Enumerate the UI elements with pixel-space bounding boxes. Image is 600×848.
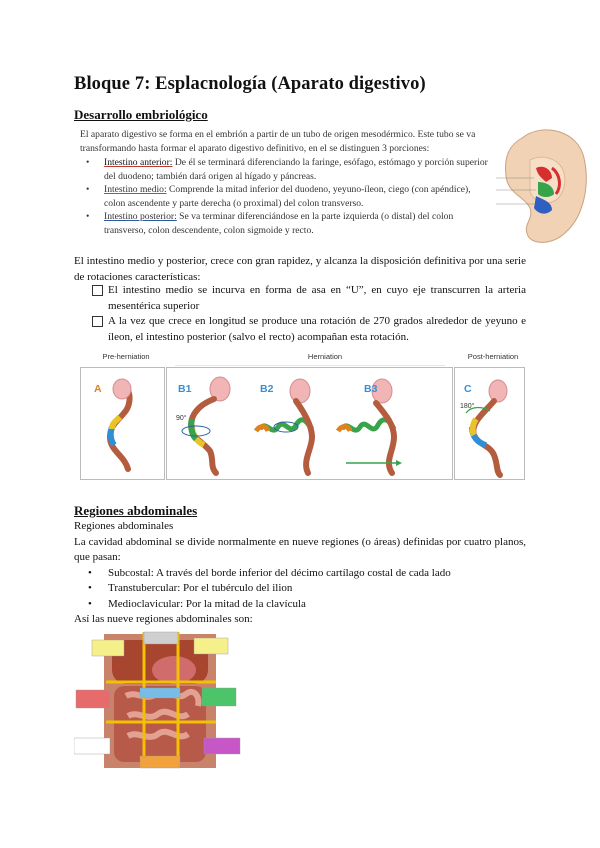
rotation-figure <box>80 353 526 483</box>
rotation-stages-svg <box>80 365 526 483</box>
angle-label-180: 180° <box>460 403 475 410</box>
regions-text <box>74 519 526 628</box>
angle-label-90: 90° <box>176 415 187 422</box>
figure-header-post: Post-herniation <box>467 352 519 361</box>
intro-text: El aparato digestivo se forma en el embrión a partir de un tubo de origen mesodérmico. Este tubo se va transformando hasta formar el aparato digestivo definitivo, en el se distinguen 3 porciones: <box>80 129 476 154</box>
page-title: Bloque 7: Esplacnología (Aparato digestivo) <box>74 74 426 94</box>
stage-label-b1: B1 <box>178 383 192 395</box>
term-midgut: Intestino medio: <box>104 184 167 195</box>
midgut-description: Comprende la mitad inferior del duodeno, yeyuno-íleon, ciego (con apéndice), colon ascendente y parte derecha (o proximal) del colon transverso. <box>104 184 471 209</box>
rotation-item-text: El intestino medio se incurva en forma de asa en “U”, en cuyo eje transcurren la arteria mesentérica superior <box>108 284 526 312</box>
figure-header-herniation: Herniation <box>307 352 343 361</box>
list-item: • Medioclavicular: Por la mitad de la clavícula <box>88 597 306 610</box>
abdominal-regions-illustration <box>74 630 248 770</box>
figure-header-pre: Pre-herniation <box>102 352 150 361</box>
plane-text: Subcostal: A través del borde inferior del décimo cartílago costal de cada lado <box>108 566 451 579</box>
checkbox-bullet-icon <box>92 285 103 296</box>
stage-label-b2: B2 <box>260 383 274 395</box>
list-item <box>92 283 526 314</box>
embryo-illustration <box>494 124 590 248</box>
regions-subheading: Regiones abdominales <box>74 520 174 532</box>
planes-list <box>74 566 526 613</box>
stage-label-c: C <box>464 383 472 395</box>
list-item <box>92 314 526 345</box>
checkbox-bullet-icon <box>92 316 103 327</box>
list-item: • Transtubercular: Por el tubérculo del ilion <box>88 582 293 594</box>
foregut-description: De él se terminará diferenciando la faringe, esófago, estómago y porción superior del duodeno; también dará origen al hígado y páncreas. <box>104 157 488 182</box>
list-item: • Intestino anterior: De él se terminará diferenciando la faringe, esófago, estómago y porción superior del duodeno; también dará origen al hígado y páncreas. <box>86 157 488 182</box>
plane-text: Medioclavicular: Por la mitad de la clavícula <box>108 597 306 610</box>
stage-label-a: A <box>94 383 102 395</box>
term-foregut: Intestino anterior: <box>104 157 173 168</box>
list-item: • Subcostal: A través del borde inferior del décimo cartílago costal de cada lado <box>88 566 451 579</box>
gut-portions-list <box>80 156 489 237</box>
hindgut-description: Se va terminar diferenciándose en la parte izquierda (o distal) del colon transverso, colon descendente, colon sigmoide y recto. <box>104 211 454 236</box>
section-heading-regions: Regiones abdominales <box>74 503 198 518</box>
rotation-paragraph: El intestino medio y posterior, crece con gran rapidez, y alcanza la disposición definitiva por una serie de rotaciones características: <box>74 255 526 283</box>
plane-text: Transtubercular: Por el tubérculo del ilion <box>108 582 293 594</box>
stage-label-b3: B3 <box>364 383 378 395</box>
regions-closing: Así las nueve regiones abdominales son: <box>74 613 253 625</box>
regions-paragraph: La cavidad abdominal se divide normalmente en nueve regiones (o áreas) definidas por cuatro planos, que pasan: <box>74 535 526 563</box>
list-item: • Intestino medio: Comprende la mitad inferior del duodeno, yeyuno-íleon, ciego (con apéndice), colon ascendente y parte derecha (o proximal) del colon transverso. <box>86 184 471 209</box>
rotation-item-text: A la vez que crece en longitud se produce una rotación de 270 grados alrededor de yeyuno e íleon, el intestino posterior (salvo el recto) acompañan esta rotación. <box>108 315 526 343</box>
section-heading-embryology: Desarrollo embriológico <box>74 107 208 122</box>
rotation-list <box>92 283 526 345</box>
term-hindgut: Intestino posterior: <box>104 211 177 222</box>
list-item: • Intestino posterior: Se va terminar diferenciándose en la parte izquierda (o distal) del colon transverso, colon descendente, colon sigmoide y recto. <box>86 211 454 236</box>
embryology-intro <box>80 128 489 237</box>
